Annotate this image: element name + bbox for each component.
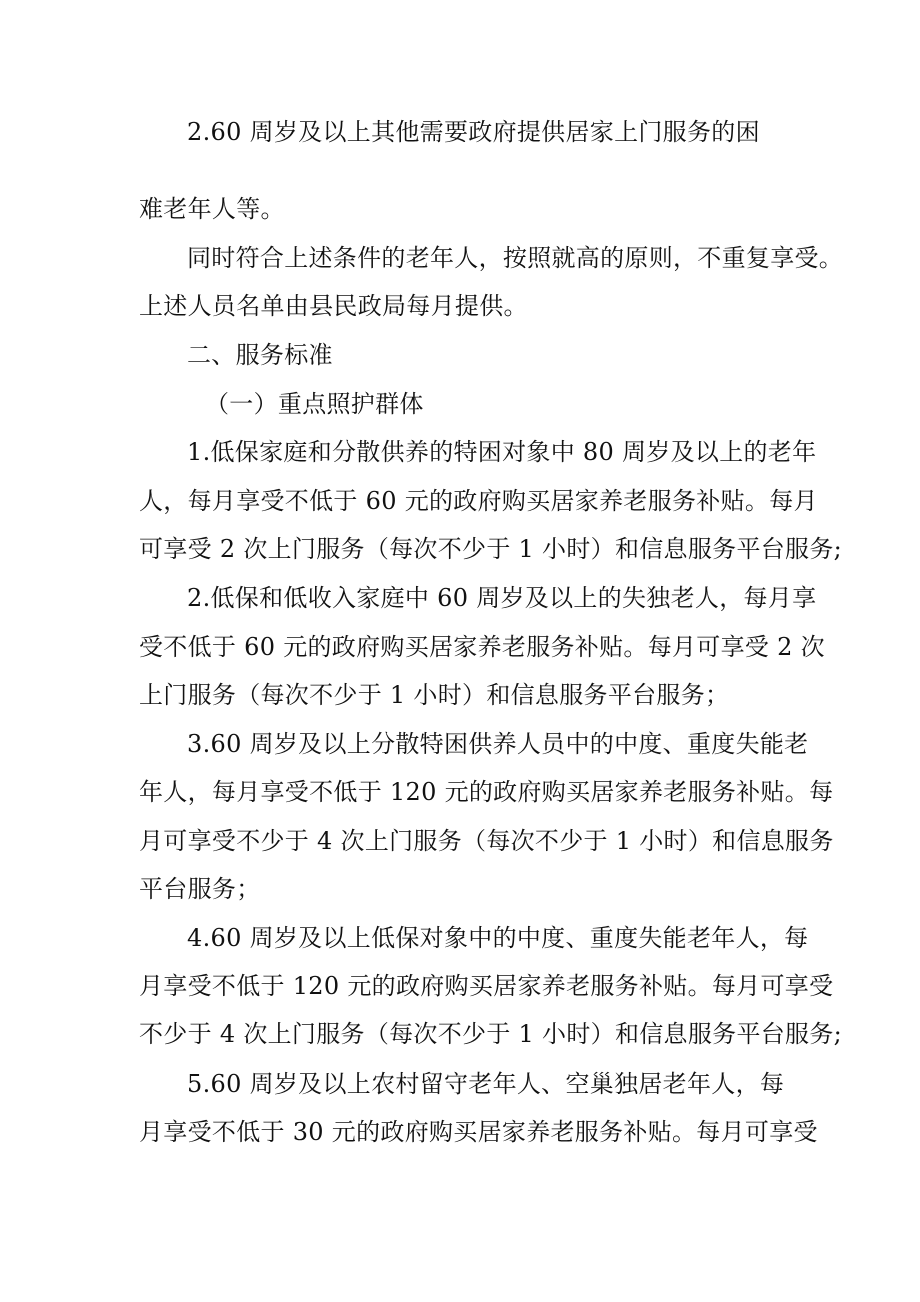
paragraph-line: 月可享受不少于 4 次上门服务（每次不少于 1 小时）和信息服务 [139,827,834,855]
paragraph-line: 4.60 周岁及以上低保对象中的中度、重度失能老年人，每 [187,924,809,952]
paragraph-line: 1.低保家庭和分散供养的特困对象中 80 周岁及以上的老年 [187,438,817,466]
paragraph-line: 难老年人等。 [139,195,285,223]
paragraph-line: 2.60 周岁及以上其他需要政府提供居家上门服务的困 [187,118,760,146]
paragraph-line: 同时符合上述条件的老年人，按照就高的原则，不重复享受。 [187,244,844,272]
paragraph-line: 受不低于 60 元的政府购买居家养老服务补贴。每月可享受 2 次 [139,633,825,661]
paragraph-line: 不少于 4 次上门服务（每次不少于 1 小时）和信息服务平台服务; [139,1020,843,1048]
paragraph-line: 2.低保和低收入家庭中 60 周岁及以上的失独老人，每月享 [187,584,817,612]
paragraph-line: 上门服务（每次不少于 1 小时）和信息服务平台服务； [139,681,730,709]
paragraph-line: 月享受不低于 120 元的政府购买居家养老服务补贴。每月可享受 [139,972,834,1000]
paragraph-line: 年人，每月享受不低于 120 元的政府购买居家养老服务补贴。每 [139,778,834,806]
paragraph-line: 人，每月享受不低于 60 元的政府购买居家养老服务补贴。每月 [139,487,818,515]
subsection-heading: （一）重点照护群体 [205,390,424,418]
paragraph-line: 3.60 周岁及以上分散特困供养人员中的中度、重度失能老 [187,730,809,758]
paragraph-line: 可享受 2 次上门服务（每次不少于 1 小时）和信息服务平台服务; [139,535,843,563]
paragraph-line: 月享受不低于 30 元的政府购买居家养老服务补贴。每月可享受 [139,1118,818,1146]
paragraph-line: 平台服务； [139,875,261,903]
section-heading: 二、服务标准 [187,341,333,369]
paragraph-line: 5.60 周岁及以上农村留守老年人、空巢独居老年人，每 [187,1070,785,1098]
paragraph-line: 上述人员名单由县民政局每月提供。 [139,292,528,320]
